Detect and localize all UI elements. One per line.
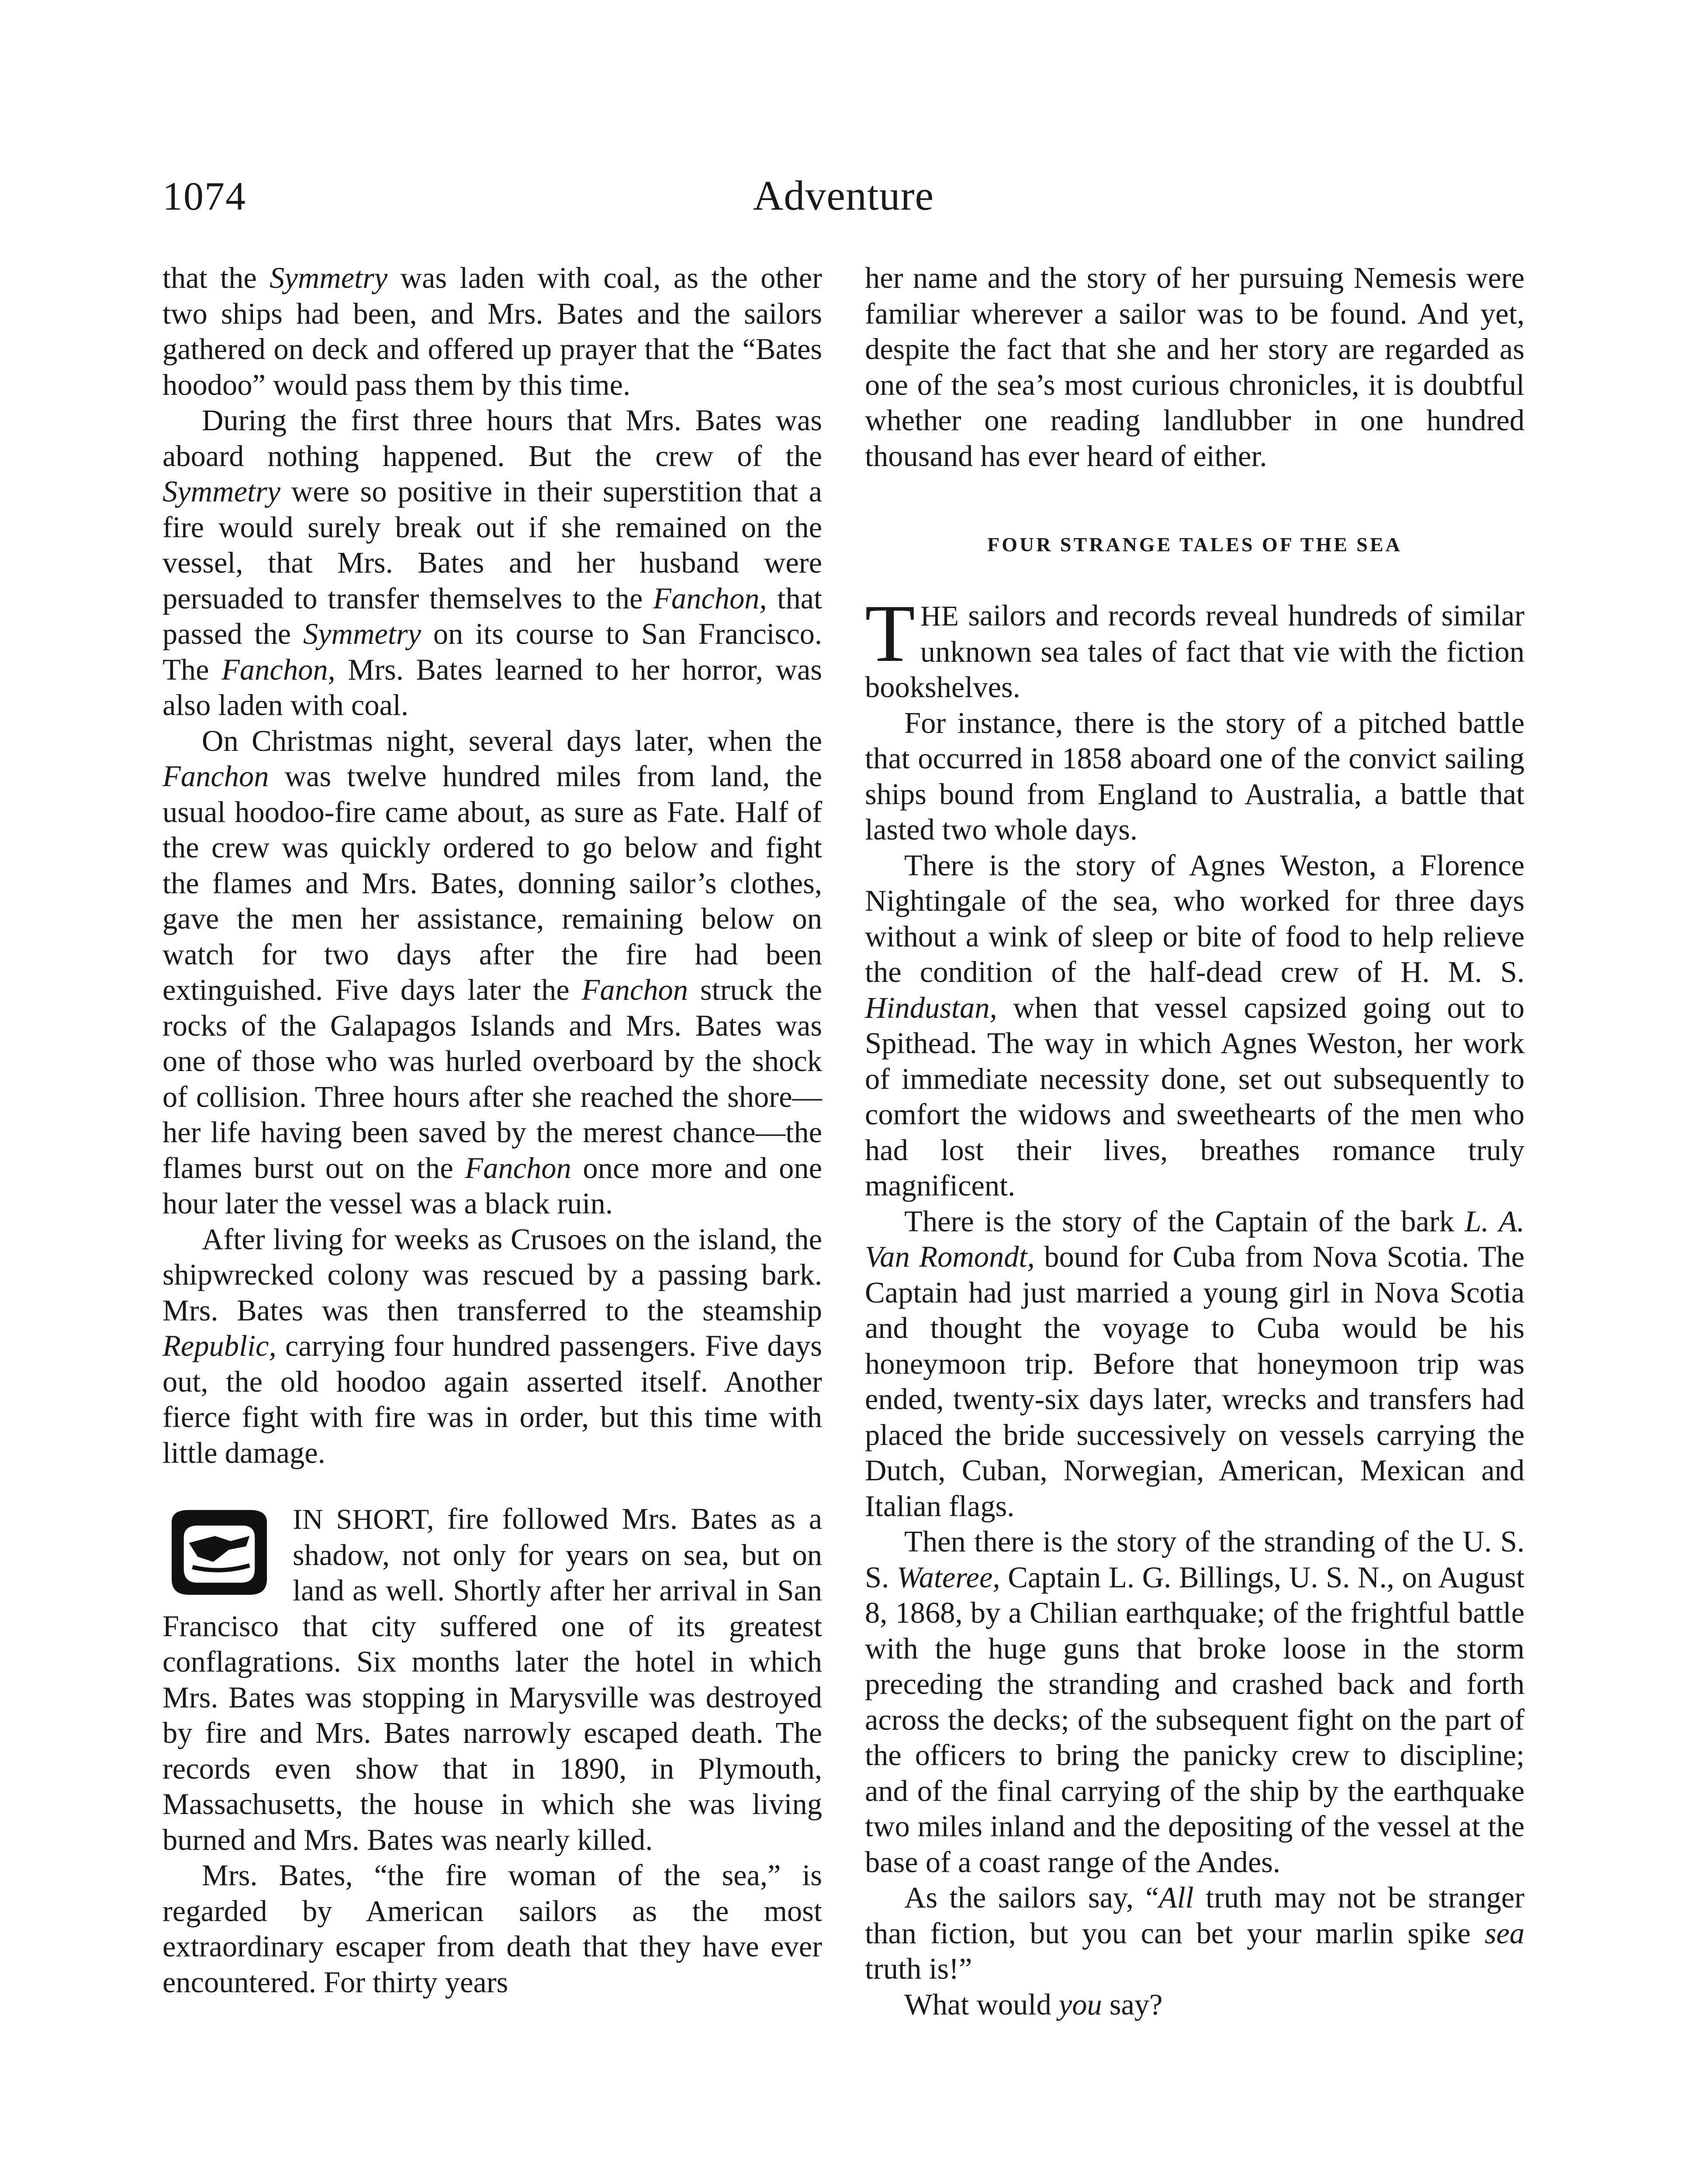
right-paragraph-6: Then there is the story of the stranding of the U. S. S. Wateree, Captain L. G. Billings, U. S. N., on August 8, 1868, by a Chilian earthquake; of the frightful battle with the huge guns that broke loose in the storm preceding the stranding and crashed back and forth across the decks; of the subsequent fight on the part of the officers to bring the panicky crew to discipline; and of the final carrying of the ship by the earthquake two miles inland and the depositing of the vessel at the base of a coast range of the Andes. [865, 1525, 1525, 1879]
right-column [865, 260, 1525, 2022]
left-paragraph-6: Mrs. Bates, “the fire woman of the sea,” is regarded by American sailors as the most extraordinary escaper from death that they have ever encountered. For thirty years [162, 1859, 822, 1999]
left-paragraph-1: that the Symmetry was laden with coal, as the other two ships had been, and Mrs. Bates and the sailors gathered on deck and offered up prayer that the “Bates hoodoo” would pass them by this time. [162, 261, 823, 401]
right-paragraph-1: her name and the story of her pursuing Nemesis were familiar wherever a sailor was to be found. And yet, despite the fact that she and her story are regarded as one of the sea’s most curious chronicles, it is doubtful whether one reading landlubber in one hundred thousand has ever heard of either. [865, 261, 1525, 473]
paragraph-lead-in: IN SHORT, [293, 1503, 434, 1535]
drop-cap: T [865, 587, 915, 679]
right-paragraph-7: As the sailors say, “All truth may not be stranger than fiction, but you can bet your marlin spike sea truth is!” [865, 1881, 1525, 1985]
left-column [162, 260, 822, 2000]
section-heading: FOUR STRANGE TALES OF THE SEA [987, 533, 1402, 556]
left-paragraph-4: After living for weeks as Crusoes on the island, the shipwrecked colony was rescued by a passing bark. Mrs. Bates was then transferred to the steamship Republic, carrying four hundred passengers. Five days out, the old hoodoo again asserted itself. Another fierce fight with fire was in order, but this time with little damage. [162, 1222, 822, 1469]
running-head-title: Adventure [753, 172, 934, 219]
page-number: 1074 [162, 174, 246, 218]
paragraph-lead-in: HE [920, 600, 959, 632]
left-paragraph-2: During the first three hours that Mrs. Bates was aboard nothing happened. But the crew of the Symmetry were so positive in their superstition that a fire would surely break out if she remained on the vessel, that Mrs. Bates and her husband were persuaded to transfer themselves to the Fanchon, that passed the Symmetry on its course to San Francisco. The Fanchon, Mrs. Bates learned to her horror, was also laden with coal. [162, 404, 823, 722]
right-paragraph-8: What would you say? [904, 1987, 1163, 2021]
ornamental-initial-icon [162, 1505, 276, 1600]
right-paragraph-5: There is the story of the Captain of the bark L. A. Van Romondt, bound for Cuba from Nova Scotia. The Captain had just married a young girl in Nova Scotia and thought the voyage to Cuba would be his honeymoon trip. Before that honeymoon trip was ended, twenty-six days later, wrecks and transfers had placed the bride successively on vessels carrying the Dutch, Cuban, Norwegian, American, Mexican and Italian flags. [865, 1204, 1525, 1523]
left-paragraph-3: On Christmas night, several days later, when the Fanchon was twelve hundred miles from land, the usual hoodoo-fire came about, as sure as Fate. Half of the crew was quickly ordered to go below and fight the flames and Mrs. Bates, donning sailor’s clothes, gave the men her assistance, remaining below on watch for two days after the fire had been extinguished. Five days later the Fanchon struck the rocks of the Galapagos Islands and Mrs. Bates was one of those who was hurled overboard by the shock of collision. Three hours after she reached the shore—her life having been saved by the merest chance—the flames burst out on the Fanchon once more and one hour later the vessel was a black ruin. [162, 724, 822, 1220]
right-paragraph-2: THE sailors and records reveal hundreds of similar unknown sea tales of fact that vie with the fiction bookshelves. [865, 587, 1525, 704]
left-paragraph-5: IN SHORT, fire followed Mrs. Bates as a shadow, not only for years on sea, but on land as well. Shortly after her arrival in San Francisco that city suffered one of its greatest conflagrations. Six months later the hotel in which Mrs. Bates was stopping in Marysville was destroyed by fire and Mrs. Bates narrowly escaped death. The records even show that in 1890, in Plymouth, Massachusetts, the house in which she was living burned and Mrs. Bates was nearly killed. [162, 1502, 822, 1856]
right-paragraph-3: For instance, there is the story of a pitched battle that occurred in 1858 aboard one of the convict sailing ships bound from England to Australia, a battle that lasted two whole days. [865, 706, 1525, 846]
right-paragraph-4: There is the story of Agnes Weston, a Florence Nightingale of the sea, who worked for three days without a wink of sleep or bite of food to help relieve the condition of the half-dead crew of H. M. S. Hindustan, when that vessel capsized going out to Spithead. The way in which Agnes Weston, her work of immediate necessity done, set out subsequently to comfort the widows and sweethearts of the men who had lost their lives, breathes romance truly magnificent. [865, 848, 1525, 1202]
